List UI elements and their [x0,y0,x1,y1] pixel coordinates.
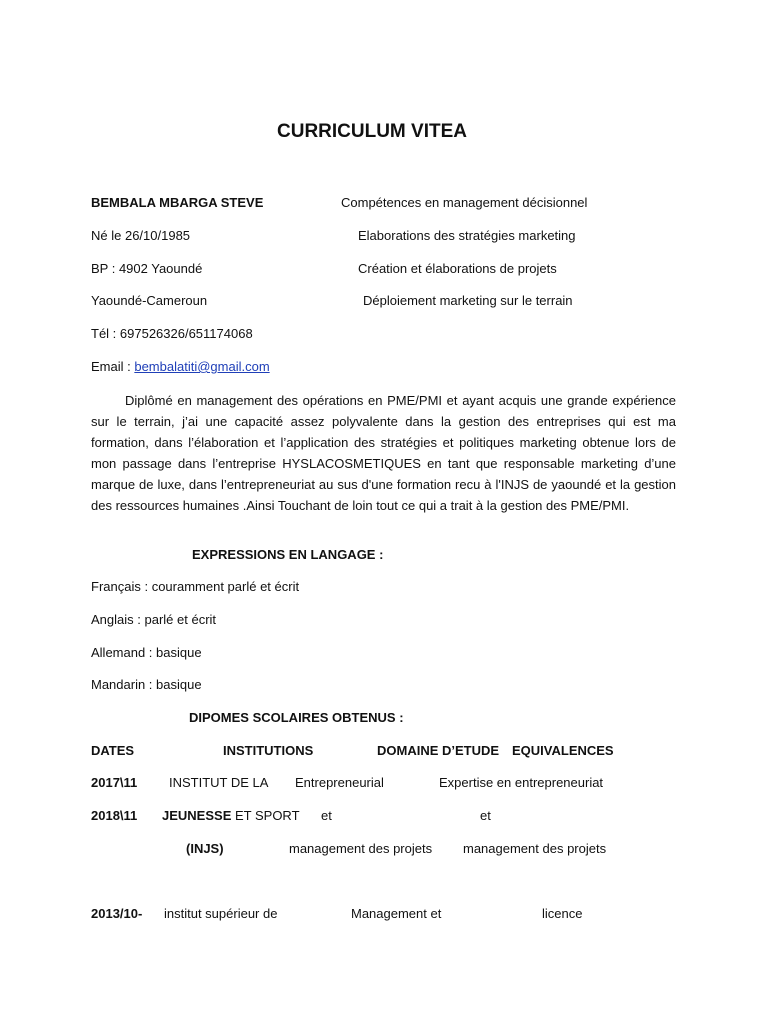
education-domain: Entrepreneurial [295,775,384,790]
education-institution: institut supérieur de [164,906,278,921]
birth-date: Né le 26/10/1985 [91,228,191,243]
education-institution: (INJS) [186,841,224,856]
education-date: 2017\11 [91,775,138,790]
language-item [91,677,202,693]
language-name: Anglais : [91,612,141,627]
postal-box: BP : 4902 Yaoundé [91,261,203,276]
column-header-dates: DATES [91,743,135,758]
document-title: CURRICULUM VITEA [277,121,467,142]
education-domain: et [321,808,332,823]
column-header-equivalences: EQUIVALENCES [512,743,614,758]
language-name: Français : [91,579,149,594]
language-item [91,645,202,661]
skill-item: Elaborations des stratégies marketing [358,228,576,243]
language-item [91,612,216,628]
education-equivalence: et [480,808,491,823]
institution-bold-part: JEUNESSE [162,808,232,823]
education-date: 2013/10- [91,906,143,921]
skill-item: Compétences en management décisionnel [341,195,588,210]
education-equivalence: licence [542,906,583,921]
column-header-domain: DOMAINE D’ETUDE [377,743,500,758]
candidate-name: BEMBALA MBARGA STEVE [91,195,264,210]
language-item [91,579,299,595]
education-institution [162,808,300,824]
skill-item: Déploiement marketing sur le terrain [363,293,573,308]
language-level: parlé et écrit [140,612,217,627]
column-header-institutions: INSTITUTIONS [223,743,314,758]
city: Yaoundé-Cameroun [91,293,208,308]
institution-rest: ET SPORT [231,808,300,823]
language-level: basique [152,645,202,660]
education-equivalence: management des projets [463,841,607,856]
education-date: 2018\11 [91,808,138,823]
language-name: Mandarin : [91,677,153,692]
education-domain: management des projets [289,841,433,856]
languages-heading: EXPRESSIONS EN LANGAGE : [192,547,384,562]
language-level: couramment parlé et écrit [148,579,300,594]
language-level: basique [152,677,202,692]
email-label: Email : [91,359,135,374]
telephone: Tél : 697526326/651174068 [91,326,253,341]
education-equivalence: Expertise en entrepreneuriat [439,775,604,790]
email-line [91,359,270,375]
skill-item: Création et élaborations de projets [358,261,557,276]
education-domain: Management et [351,906,442,921]
education-heading: DIPOMES SCOLAIRES OBTENUS : [189,710,404,725]
education-institution: INSTITUT DE LA [169,775,269,790]
language-name: Allemand : [91,645,153,660]
email-link[interactable]: bembalatiti@gmail.com [134,359,270,374]
profile-summary: Diplômé en management des opérations en PME/PMI et ayant acquis une grande expérience sur le terrain, j’ai une capacité assez polyvalente dans la gestion des entreprises qui est ma formation, dans l’élaboration et l’application des stratégies et politiques marketing obtenue lors de mon passage dans l’entreprise HYSLACOSMETIQUES en tant que responsable marketing d’une marque de luxe, dans l’entrepreneuriat au sus d'une formation recu à l'INJS de yaoundé et la gestion des ressources humaines .Ainsi Touchant de loin tout ce qui a trait à la gestion des PME/PMI. [91,393,676,513]
